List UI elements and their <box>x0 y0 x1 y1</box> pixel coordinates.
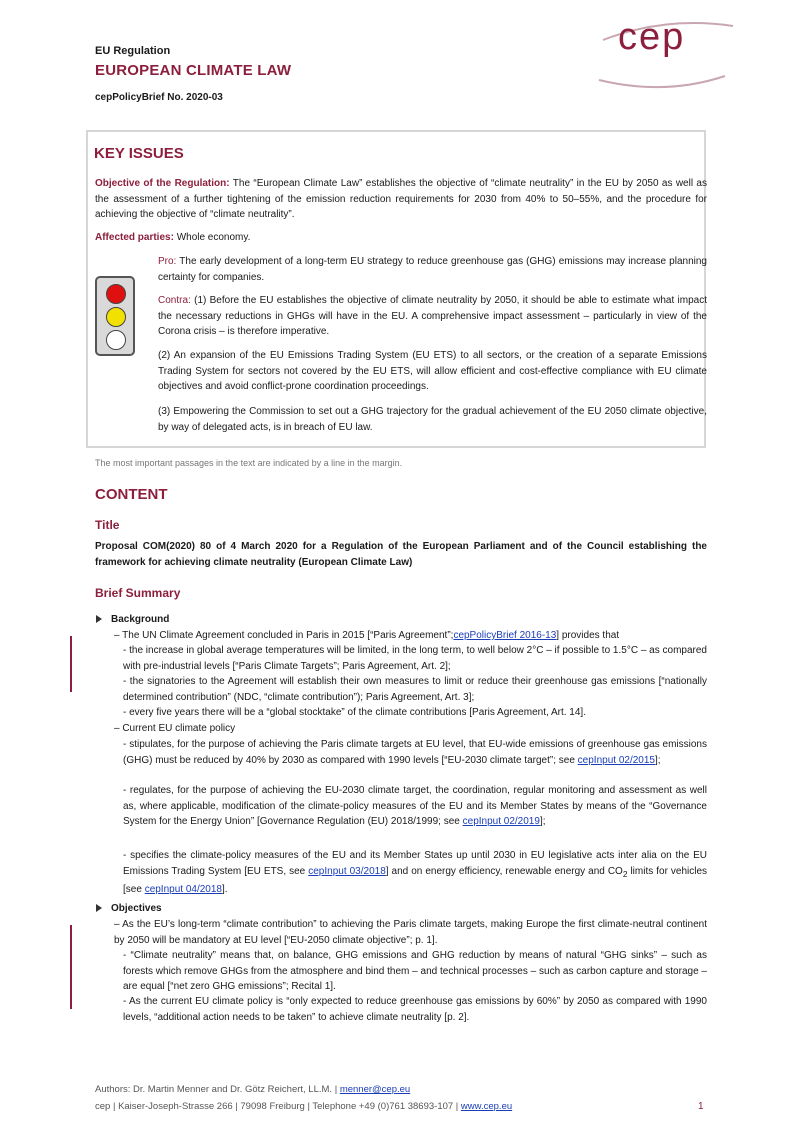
traffic-light-icon <box>95 276 135 356</box>
red-lamp-icon <box>106 284 126 304</box>
eu-sub-2: - regulates, for the purpose of achieving the EU-2030 climate target, the coordination, regular monitoring and assessment as well as, where applicable, modification of the climate-policy measures of the EU and its Member States by means of the “Governance System for the Energy Union” [Governance Regulation (EU) 2018/1999; see cepInput 02/2019]; <box>123 785 707 827</box>
contra-label: Contra: <box>158 295 191 306</box>
margin-note: The most important passages in the text are indicated by a line in the margin. <box>95 458 403 468</box>
footer-address: cep | Kaiser-Joseph-Strasse 266 | 79098 Freiburg | Telephone +49 (0)761 38693-107 | www.cep.eu <box>95 1101 513 1112</box>
email-link[interactable]: menner@cep.eu <box>339 1084 411 1095</box>
website-link[interactable]: www.cep.eu <box>460 1101 513 1112</box>
document-category: EU Regulation <box>95 45 171 57</box>
objective-text: The “European Climate Law” establishes the objective of “climate neutrality” in the EU by 2050 as well as the assessment of a further tightening of the emission reduction requirements for 2030 from 40% to 50–55%, and the procedure for achieving the objective of “climate neutrality”. <box>95 178 707 220</box>
background-bullet <box>96 612 169 627</box>
bg-sub-1: - the increase in global average temperatures will be limited, in the long term, to well below 2°C – if possible to 1.5°C – as compared with pre-industrial levels [“Paris Climate Targets”; Paris Agreement, Art. 2]; <box>123 645 707 672</box>
objective-paragraph <box>95 176 707 223</box>
background-label: Background <box>111 614 170 625</box>
eu-sub-1: - stipulates, for the purpose of achieving the Paris climate targets at EU level, that EU-wide emissions of greenhouse gas emissions (GHG) must be reduced by 40% by 2030 as compared with 1990 levels [“EU-2030 climate target”; see cepInput 02/2015]; <box>123 739 707 766</box>
brief-number: cepPolicyBrief No. 2020-03 <box>95 92 223 103</box>
margin-highlight <box>70 636 72 692</box>
key-issues-heading: KEY ISSUES <box>94 145 184 162</box>
bg-item-1: – The UN Climate Agreement concluded in Paris in 2015 [“Paris Agreement”;cepPolicyBrief 2016-13] provides that <box>114 630 620 641</box>
off-lamp-icon <box>106 330 126 350</box>
footer-authors: Authors: Dr. Martin Menner and Dr. Götz Reichert, LL.M. | menner@cep.eu <box>95 1084 411 1095</box>
yellow-lamp-icon <box>106 307 126 327</box>
proposal-title: Proposal COM(2020) 80 of 4 March 2020 for a Regulation of the European Parliament and of the Council establishing the framework for achieving climate neutrality (European Climate Law) <box>95 541 707 568</box>
brief-summary-heading: Brief Summary <box>95 586 181 600</box>
contra-paragraph-1 <box>158 293 707 340</box>
page-number: 1 <box>698 1101 704 1112</box>
objectives-label: Objectives <box>111 903 162 914</box>
pro-text: The early development of a long-term EU strategy to reduce greenhouse gas (GHG) emissions may increase planning certainty for companies. <box>158 256 707 283</box>
objectives-bullet <box>96 901 162 916</box>
eu-sub-3: - specifies the climate-policy measures of the EU and its Member States up until 2030 in EU legislative acts inter alia on the EU Emissions Trading System [EU ETS, see cepInput 03/2018] and on energy efficiency, renewable energy and $CO_2$ limits for vehicles [see cepInput 04/2018]. <box>123 850 708 895</box>
pro-paragraph <box>158 254 707 285</box>
obj-item-1: – As the EU’s long-term “climate contribution” to achieving the Paris climate targets, making Europe the first climate-neutral continent by 2050 will be mandatory at EU level [“EU-2050 climate objective”; p. 1]. <box>114 919 707 946</box>
title-subheading: Title <box>95 518 120 532</box>
cep-policy-brief-link[interactable]: cepPolicyBrief 2016-13 <box>453 630 557 641</box>
affected-label: Affected parties: <box>95 232 174 243</box>
content-heading: CONTENT <box>95 486 168 503</box>
contra-paragraph-3: (3) Empowering the Commission to set out a GHG trajectory for the gradual achievement of the EU 2050 climate objective, by way of delegated acts, is in breach of EU law. <box>158 406 707 433</box>
contra-text-1: (1) Before the EU establishes the objective of climate neutrality by 2050, it should be able to estimate what impact the necessary reductions in GHGs will have in the EU. A comprehensive impact assessment – particularly in view of the Corona crisis – is therefore imperative. <box>158 295 708 337</box>
document-title: EUROPEAN CLIMATE LAW <box>95 62 292 79</box>
triangle-bullet-icon <box>96 904 102 912</box>
contra-paragraph-2: (2) An expansion of the EU Emissions Trading System (EU ETS) to all sectors, or the creation of a separate Emissions Trading System for sectors not covered by the EU ETS, will allow efficient and cost-effective compliance with EU climate objectives and avoid conflict-prone coordination proceedings. <box>158 350 707 392</box>
bg-sub-3: - every five years there will be a “global stocktake” of the climate contributions [Paris Agreement, Art. 14]. <box>123 707 586 718</box>
cep-input-03-2018-link[interactable]: cepInput 03/2018 <box>308 865 386 877</box>
affected-text: Whole economy. <box>176 232 251 243</box>
cep-input-2015-link[interactable]: cepInput 02/2015 <box>577 754 655 766</box>
logo-text: cep <box>618 16 686 58</box>
obj-sub-2: - As the current EU climate policy is “only expected to reduce greenhouse gas emissions by 60%” by 2050 as compared with 1990 levels, “additional action needs to be taken” to achieve climate neutrality [p. 2]. <box>123 996 707 1023</box>
obj-sub-1: - “Climate neutrality” means that, on balance, GHG emissions and GHG reduction by means of natural “GHG sinks” – such as forests which remove GHGs from the atmosphere and bind them – and technical processes – such as carbon capture and storage – are equal [“net zero GHG emissions”; Recital 1]. <box>123 950 707 992</box>
affected-paragraph <box>95 230 707 246</box>
triangle-bullet-icon <box>96 615 102 623</box>
bg-item-2: – Current EU climate policy <box>114 723 236 734</box>
pro-label: Pro: <box>158 256 177 267</box>
cep-input-04-2018-link[interactable]: cepInput 04/2018 <box>144 884 222 895</box>
cep-input-2019-link[interactable]: cepInput 02/2019 <box>462 816 540 827</box>
bg-sub-2: - the signatories to the Agreement will establish their own measures to limit or reduce their greenhouse gas emissions [“nationally determined contribution” (NDC, “climate contribution”); Paris Agreement, Art. 3]; <box>123 676 707 703</box>
objective-label: Objective of the Regulation: <box>95 178 230 189</box>
margin-highlight <box>70 925 72 1009</box>
